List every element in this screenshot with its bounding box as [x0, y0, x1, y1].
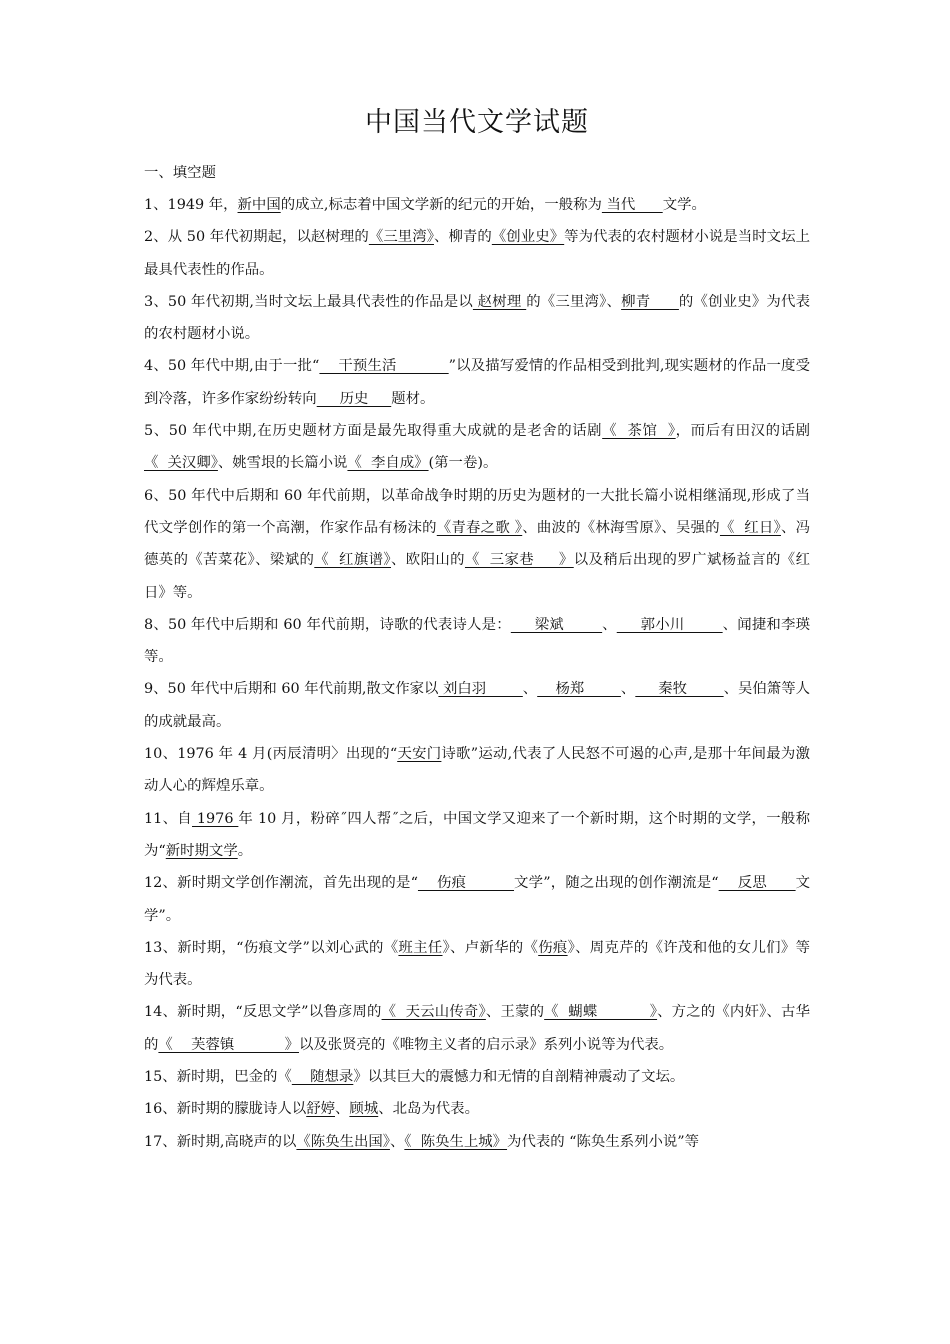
question-item	[144, 286, 810, 351]
question-text: 15、新时期，巴金的《	[144, 1069, 292, 1086]
question-text: 、姚雪垠的长篇小说	[217, 455, 348, 472]
question-text: 13、新时期，“伤痕文学”以刘心武的《	[144, 939, 399, 956]
question-text: 的《创业史》为代表的农村题材小说。	[144, 293, 810, 343]
answer-blank: 《三里湾》	[368, 229, 434, 246]
answer-blank: 伤痕	[538, 939, 568, 956]
question-item	[144, 189, 810, 221]
question-text: 、	[602, 616, 617, 633]
question-text: 年 10 月，粉碎˝四人帮˝之后，中国文学又迎来了一个新时期，这个时期的文学，一般称为“	[144, 810, 810, 859]
answer-blank: 《 李自成》	[347, 455, 429, 472]
answer-blank: 顾城	[349, 1101, 379, 1118]
answer-blank: 《 陈奂生上城》	[404, 1133, 508, 1150]
answer-blank: 干预生活	[319, 358, 449, 375]
answer-blank: 《陈奂生出国》	[296, 1133, 390, 1150]
question-text: 、欧阳山的	[391, 552, 465, 569]
question-text: 9、50 年代中后期和 60 年代前期,散文作家以	[144, 681, 439, 698]
question-text: 17、新时期,高晓声的以	[144, 1133, 297, 1150]
answer-blank: 新时期文学	[165, 842, 238, 859]
answer-blank: 1976	[192, 810, 239, 827]
question-text: 1、1949 年，	[144, 197, 238, 213]
question-text: 、闻捷和李瑛等。	[144, 616, 811, 666]
page-title: 中国当代文学试题	[365, 107, 589, 138]
question-item	[144, 996, 810, 1061]
question-text: 16、新时期的朦胧诗人以	[144, 1101, 307, 1118]
question-text: 11、自	[144, 810, 192, 827]
document-page	[144, 100, 810, 1158]
answer-blank: 《青春之歌 》	[436, 519, 523, 536]
answer-blank: 当代	[601, 197, 663, 213]
question-item	[144, 609, 810, 674]
answer-blank: 新中国	[237, 197, 281, 213]
question-text: 、柳青的	[433, 229, 492, 246]
question-text: 、王蒙的	[485, 1004, 545, 1021]
question-text: 为代表的 “陈奂生系列小说”等	[507, 1133, 700, 1150]
question-text: 、	[389, 1133, 405, 1150]
question-item	[144, 803, 810, 868]
question-text: 、北岛为代表。	[378, 1101, 479, 1118]
question-text: 、	[620, 681, 636, 698]
question-text: 、冯德英的《苦菜花》、梁斌的	[144, 519, 810, 569]
question-text: 的《三里湾》、	[526, 293, 622, 310]
answer-blank: 舒婷	[306, 1101, 336, 1118]
question-text: 》、卢新华的《	[442, 939, 539, 956]
question-text: 10、1976 年 4 月(丙辰清明〉出现的“	[144, 746, 398, 763]
answer-blank: 随想录	[291, 1069, 354, 1086]
question-text: 14、新时期，“反思文学”以鲁彦周的	[144, 1004, 382, 1021]
question-item	[144, 415, 810, 480]
answer-blank: 《 红旗谱》	[314, 552, 391, 569]
answer-blank: 《 三家巷 》	[464, 552, 574, 569]
answer-blank: 秦牧	[635, 681, 724, 698]
question-item	[144, 867, 810, 932]
answer-blank: 《 芙蓉镇 》	[158, 1036, 299, 1053]
question-item	[144, 932, 810, 997]
question-text: 文学”。	[144, 875, 810, 924]
question-item	[144, 480, 810, 609]
answer-blank: 赵树理	[472, 293, 527, 310]
question-list	[144, 189, 810, 1158]
answer-blank: 《 红日》	[719, 519, 781, 536]
question-text: ”以及描写爱情的作品相受到批判,现实题材的作品一度受到冷落，许多作家纷纷转向	[144, 358, 810, 407]
question-text: 文学。	[662, 197, 706, 213]
question-text: 题材。	[391, 390, 435, 407]
question-item	[144, 1126, 810, 1158]
question-text: 》、周克芹的《许茂和他的女儿们》等为代表。	[144, 939, 810, 989]
question-text: 、	[335, 1101, 350, 1118]
answer-blank: 柳青	[621, 293, 679, 310]
answer-blank: 伤痕	[417, 875, 515, 892]
question-text: 以及稍后出现的罗广斌杨益言的《红日》等。	[144, 552, 810, 601]
answer-blank: 《 关汉卿》	[144, 455, 218, 472]
answer-blank: 天安门	[397, 746, 442, 763]
answer-blank: 《 茶馆 》	[602, 423, 676, 440]
question-text: 、曲波的《林海雪原》、吴强的	[522, 519, 720, 536]
answer-blank: 郭小川	[616, 616, 723, 633]
question-text: 3、50 年代初期,当时文坛上最具代表性的作品是以	[144, 293, 473, 310]
question-text: 2、从 50 年代初期起，以赵树理的	[144, 229, 369, 246]
question-item	[144, 221, 810, 286]
question-text: 、方之的《内奸》、古华的	[144, 1004, 810, 1053]
answer-blank: 《 蝴蝶 》	[544, 1004, 658, 1021]
question-text: 》以其巨大的震憾力和无情的自剖精神震动了文坛。	[353, 1069, 685, 1086]
question-text: 8、50 年代中后期和 60 年代前期，诗歌的代表诗人是：	[144, 616, 511, 633]
question-text: ，而后有田汉的话剧	[675, 423, 810, 440]
answer-blank: 《 天云山传奇》	[381, 1004, 486, 1021]
question-item	[144, 1061, 810, 1093]
answer-blank: 杨郑	[537, 681, 621, 698]
answer-blank: 班主任	[398, 939, 443, 956]
question-item	[144, 1093, 810, 1125]
question-text: 文学”，随之出现的创作潮流是“	[514, 875, 719, 892]
question-text: (第一卷)。	[428, 455, 498, 472]
question-text: 5、50 年代中期,在历史题材方面是最先取得重大成就的是老舍的话剧	[144, 423, 603, 440]
answer-blank: 《创业史》	[491, 229, 565, 246]
question-text: 4、50 年代中期,由于一批“	[144, 358, 320, 375]
answer-blank: 历史	[316, 390, 392, 407]
question-item	[144, 738, 810, 803]
question-text: 诗歌”运动,代表了人民怒不可遏的心声,是那十年间最为激动人心的辉煌乐章。	[144, 746, 810, 795]
question-text: 、	[522, 681, 538, 698]
question-text: 以及张贤亮的《唯物主义者的启示录》系列小说等为代表。	[298, 1036, 674, 1053]
question-item	[144, 673, 810, 738]
question-text: 等为代表的农村题材小说是当时文坛上最具代表性的作品。	[144, 229, 810, 278]
question-text: 。	[237, 842, 253, 859]
question-text: 的成立,标志着中国文学新的纪元的开始，一般称为	[280, 197, 602, 213]
section-heading: 一、填空题	[144, 165, 216, 181]
question-text: 6、50 年代中后期和 60 年代前期，以革命战争时期的历史为题材的一大批长篇小说相继涌现,形成了当代文学创作的第一个高潮，作家作品有杨沫的	[144, 487, 810, 536]
question-text: 12、新时期文学创作潮流，首先出现的是“	[144, 875, 418, 892]
answer-blank: 反思	[718, 875, 796, 892]
question-text: 、吴伯箫等人的成就最高。	[144, 681, 810, 730]
answer-blank: 刘白羽	[438, 681, 523, 698]
question-item	[144, 350, 810, 415]
answer-blank: 梁斌	[510, 616, 603, 633]
